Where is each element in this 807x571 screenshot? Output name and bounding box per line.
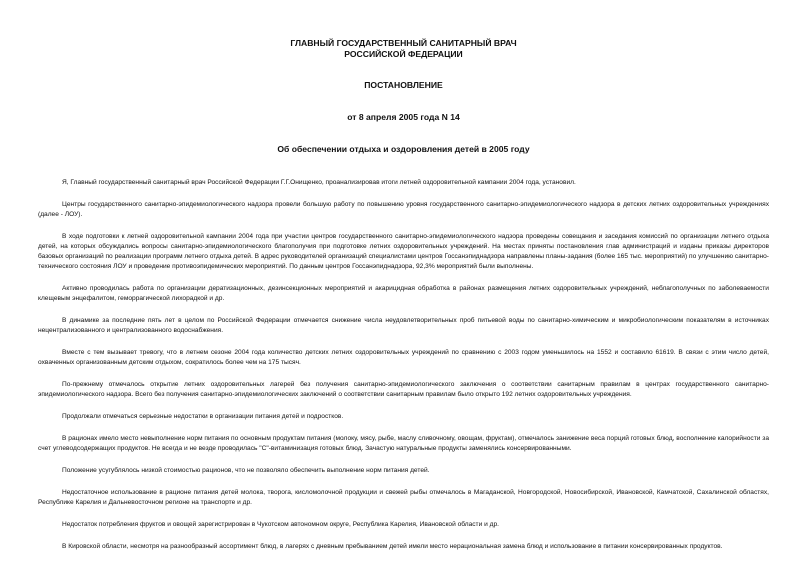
document-type: ПОСТАНОВЛЕНИЕ [364,80,443,90]
paragraph: Активно проводилась работа по организации дератизационных, дезинсекционных мероприятий и акарицидная обработка в районах размещения летних оздоровительных учреждений, неблагополучных по заболеваемости клещевым энцефалитом, геморрагической лихорадкой и др. [38,285,769,302]
paragraph: Центры государственного санитарно-эпидемиологического надзора провели большую работу по повышению уровня государственного санитарно-эпидемиологического надзора в детских летних оздоровительных учреждениях (далее - ЛОУ). [38,201,769,218]
document-body [38,178,769,552]
paragraph: Недостаточное использование в рационе питания детей молока, творога, кисломолочной продукции и свежей рыбы отмечалось в Магаданской, Новгородской, Новосибирской, Ивановской, Камчатской, Сахалинской областях, Республике Карелия и Дальневосточном регионе на транспорте и др. [38,489,769,506]
paragraph: В динамике за последние пять лет в целом по Российской Федерации отмечается снижение числа неудовлетворительных проб питьевой воды по санитарно-химическим и микробиологическим показателям в источниках нецентрализованного и централизованного водоснабжения. [38,317,769,334]
authority-subtitle: РОССИЙСКОЙ ФЕДЕРАЦИИ [344,49,463,59]
paragraph: Положение усугублялось низкой стоимостью рационов, что не позволяло обеспечить выполнение норм питания детей. [62,467,430,474]
paragraph: Я, Главный государственный санитарный врач Российской Федерации Г.Г.Онищенко, проанализировав итоги летней оздоровительной кампании 2004 года, установил. [62,179,576,186]
authority-title: ГЛАВНЫЙ ГОСУДАРСТВЕННЫЙ САНИТАРНЫЙ ВРАЧ [290,38,517,48]
paragraph: В Кировской области, несмотря на разнообразный ассортимент блюд, в лагерях с дневным пребыванием детей имели место нерациональная замена блюд и использование в питании консервированных продуктов. [62,543,723,550]
paragraph: Вместе с тем вызывает тревогу, что в летнем сезоне 2004 года количество детских летних оздоровительных учреждений по сравнению с 2003 годом уменьшилось на 1552 и составило 61619. В связи с этим число детей, охваченных организованным детским отдыхом, сократилось более чем на 175 тысяч. [38,349,769,366]
paragraph: В рационах имело место невыполнение норм питания по основным продуктам питания (молоку, мясу, рыбе, маслу сливочному, овощам, фруктам), отмечалось занижение веса порций готовых блюд, восполнение калорийности за счет углеводсодержащих продуктов. Не всегда и не везде проводилась "С"-витаминизация готовых блюд. Зачастую натуральные продукты заменялись консервированными. [38,435,769,452]
paragraph: Продолжали отмечаться серьезные недостатки в организации питания детей и подростков. [62,413,344,420]
document-header [38,38,769,155]
document-subject: Об обеспечении отдыха и оздоровления детей в 2005 году [277,144,530,154]
document-date-number: от 8 апреля 2005 года N 14 [347,112,460,122]
paragraph: По-прежнему отмечалось открытие летних оздоровительных лагерей без получения санитарно-эпидемиологического заключения о соответствии санитарным правилам в центрах государственного санитарно-эпидемиологического надзора. Всего без получения санитарно-эпидемиологических заключений о соответствии санитарным правилам было открыто 192 летних оздоровительных учреждения. [38,381,769,398]
paragraph: Недостаток потребления фруктов и овощей зарегистрирован в Чукотском автономном округе, Республика Карелия, Ивановской области и др. [62,521,499,528]
paragraph: В ходе подготовки к летней оздоровительной кампании 2004 года при участии центров государственного санитарно-эпидемиологического надзора проведены совещания и заседания комиссий по организации летнего отдыха детей, на которых обсуждались вопросы санитарно-эпидемиологического благополучия при подготовке летних оздоровительных учреждений. На местах приняты постановления глав администраций и изданы приказы директоров базовых организаций по реализации программ летнего отдыха детей. В адрес руководителей организаций специалистами центров Госсанэпиднадзора направлены планы-задания (более 165 тыс. мероприятий) по улучшению санитарно-технического состояния ЛОУ и проведение противоэпидемических мероприятий. По данным центров Госсанэпиднадзора, 92,3% мероприятий были выполнены. [38,233,769,270]
